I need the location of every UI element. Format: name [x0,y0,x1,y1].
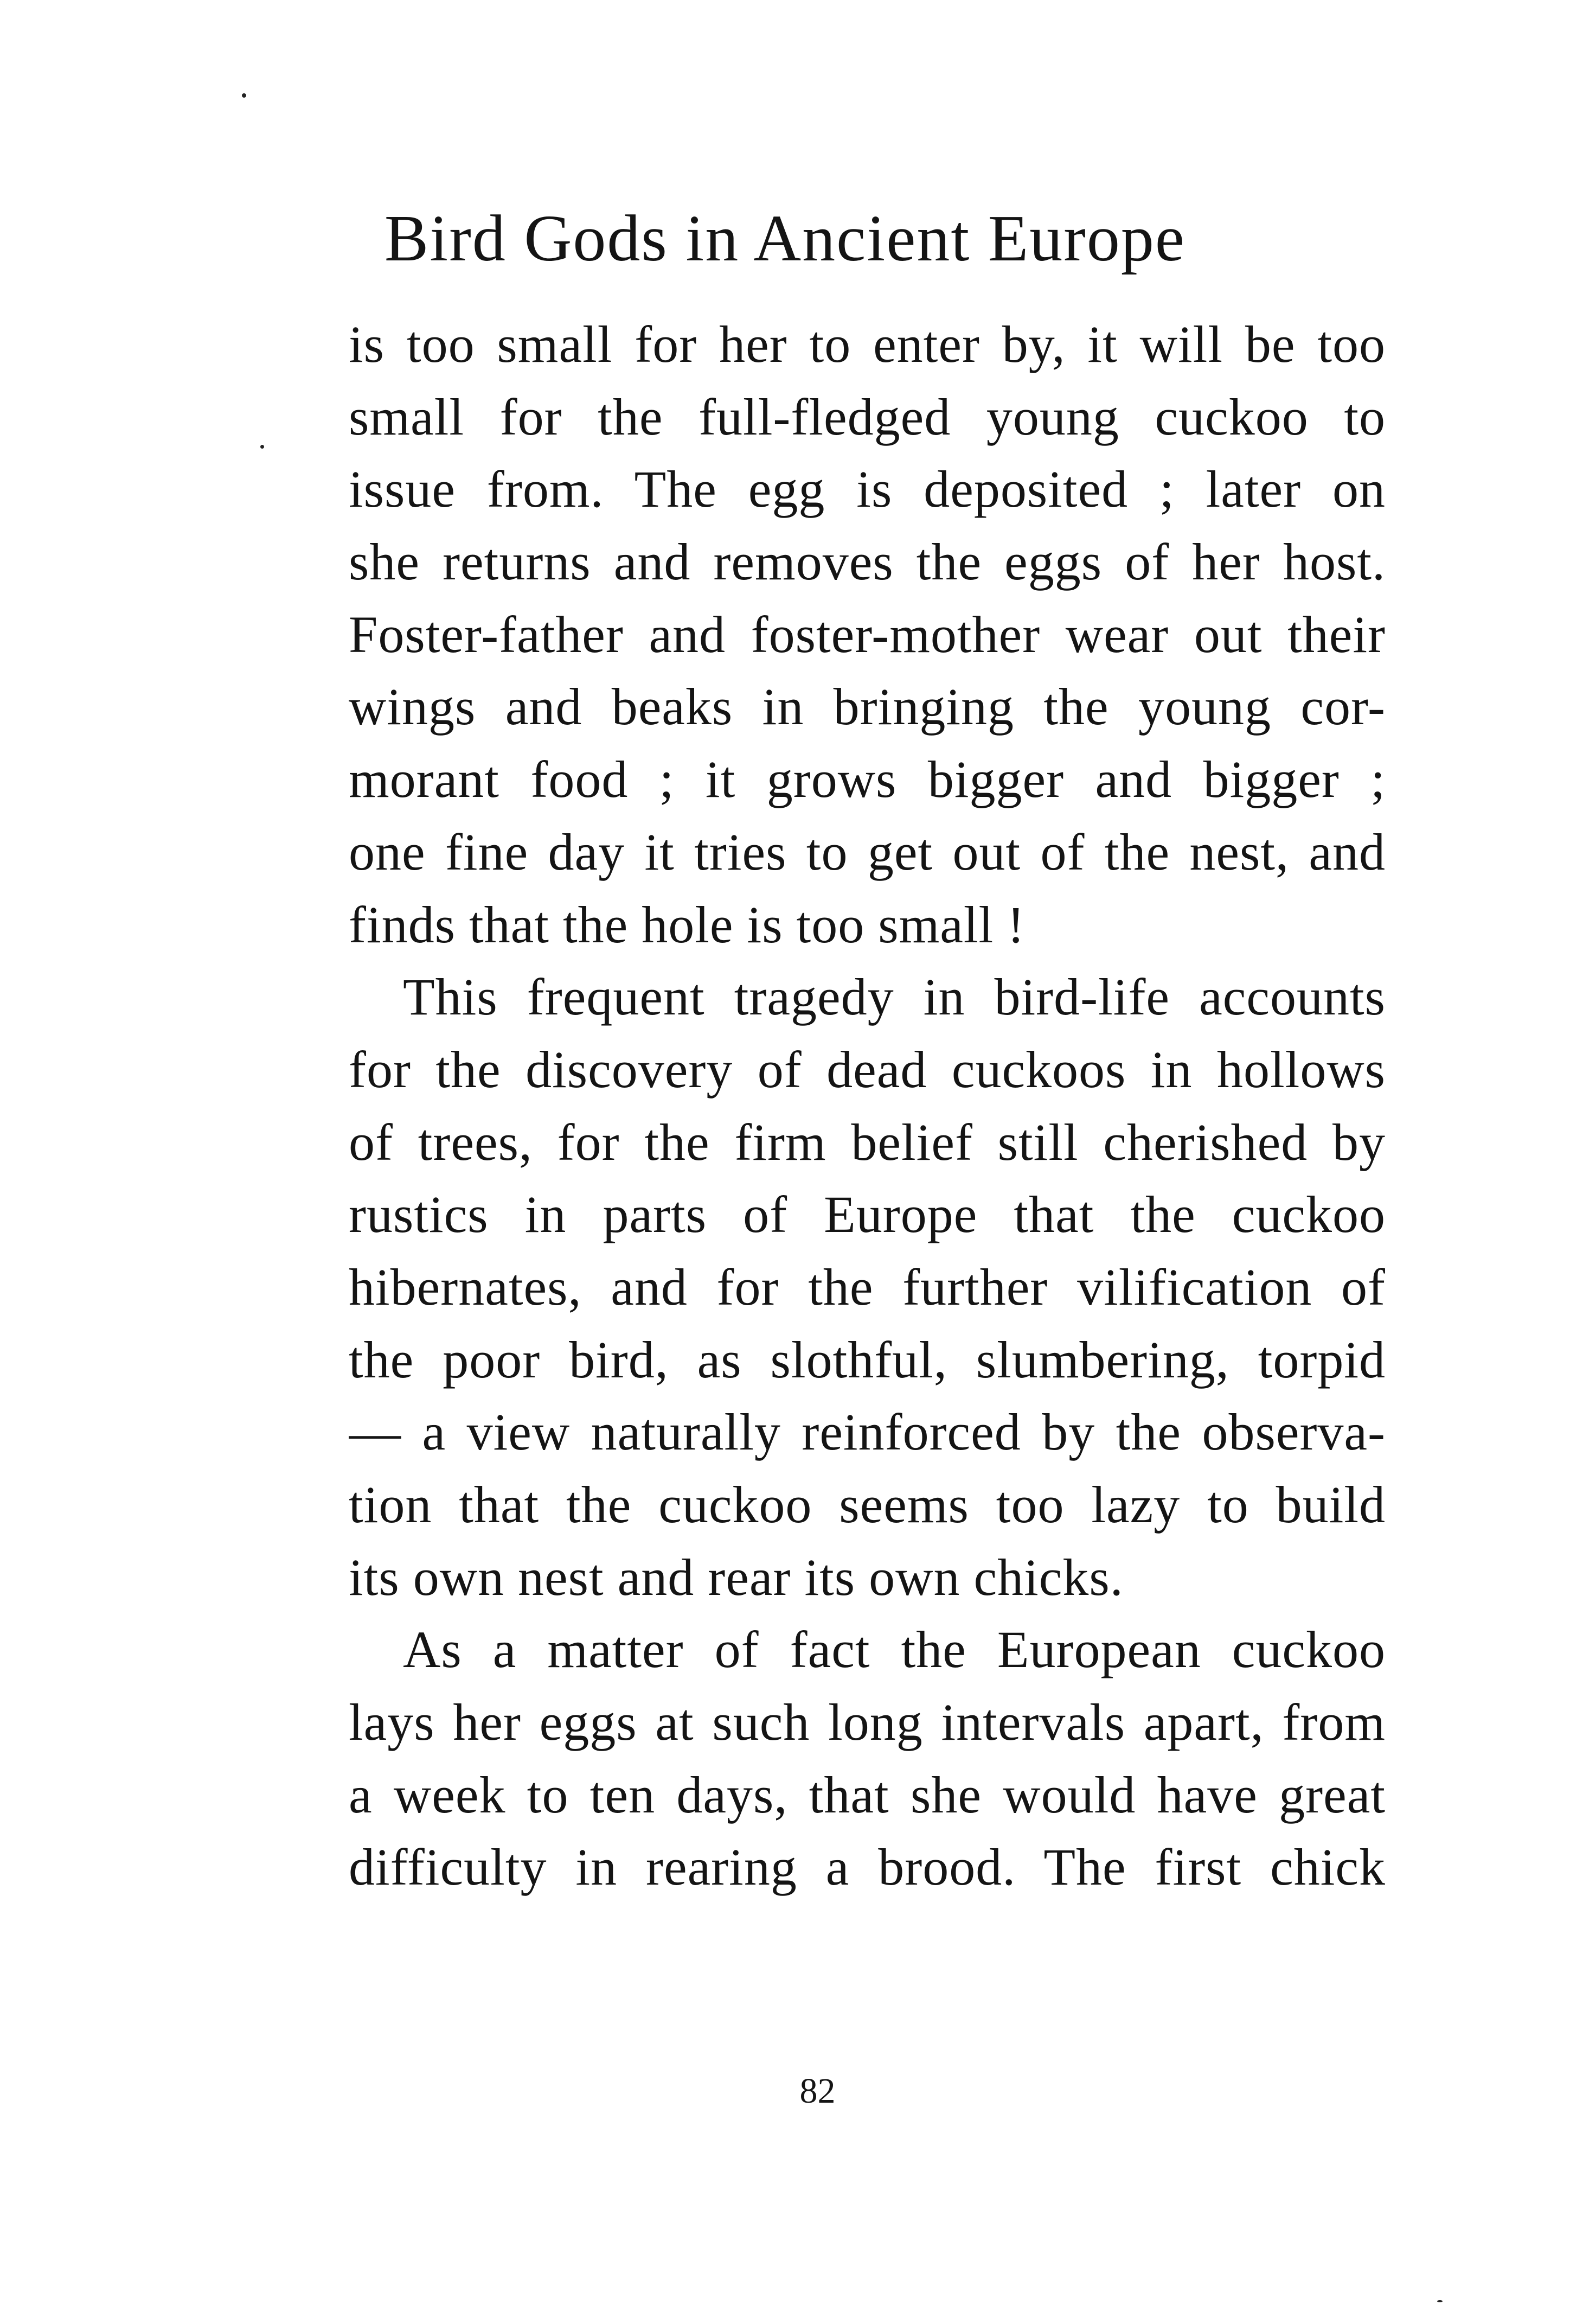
text-line: wings and beaks in bringing the young cor- [349,678,1386,736]
text-line: Foster-father and foster-mother wear out their [349,605,1386,663]
text-line: difficulty in rearing a brood. The first chick [349,1838,1386,1897]
paragraph-start-line: As a matter of fact the European cuckoo [403,1620,1386,1679]
text-line: morant food ; it grows bigger and bigger ; [349,750,1386,809]
text-line: rustics in parts of Europe that the cuckoo [349,1185,1386,1244]
text-line: tion that the cuckoo seems too lazy to build [349,1476,1386,1534]
text-line: finds that the hole is too small ! [349,895,1026,954]
text-line: of trees, for the firm belief still cherished by [349,1113,1386,1171]
text-line: is too small for her to enter by, it will be too [349,315,1386,373]
text-line: she returns and removes the eggs of her host. [349,533,1386,591]
body-text [349,308,1386,1904]
print-speck [242,93,246,98]
text-line: lays her eggs at such long intervals apart, from [349,1693,1386,1752]
print-speck [1437,2300,1443,2302]
text-line: a week to ten days, that she would have great [349,1765,1386,1824]
running-head: Bird Gods in Ancient Europe [384,202,1186,275]
text-line: — a view naturally reinforced by the observa- [349,1403,1386,1461]
paragraph-start-line: This frequent tragedy in bird-life accounts [403,968,1386,1026]
text-line: its own nest and rear its own chicks. [349,1548,1124,1606]
text-line: for the discovery of dead cuckoos in hollows [349,1040,1386,1099]
text-line: the poor bird, as slothful, slumbering, torpid [349,1330,1386,1389]
text-line: hibernates, and for the further vilification of [349,1257,1386,1316]
text-line: one fine day it tries to get out of the nest, and [349,822,1386,881]
print-speck [260,445,264,449]
text-line: small for the full-fledged young cuckoo to [349,387,1386,446]
text-line: issue from. The egg is deposited ; later on [349,460,1386,519]
page-number: 82 [799,2071,836,2111]
